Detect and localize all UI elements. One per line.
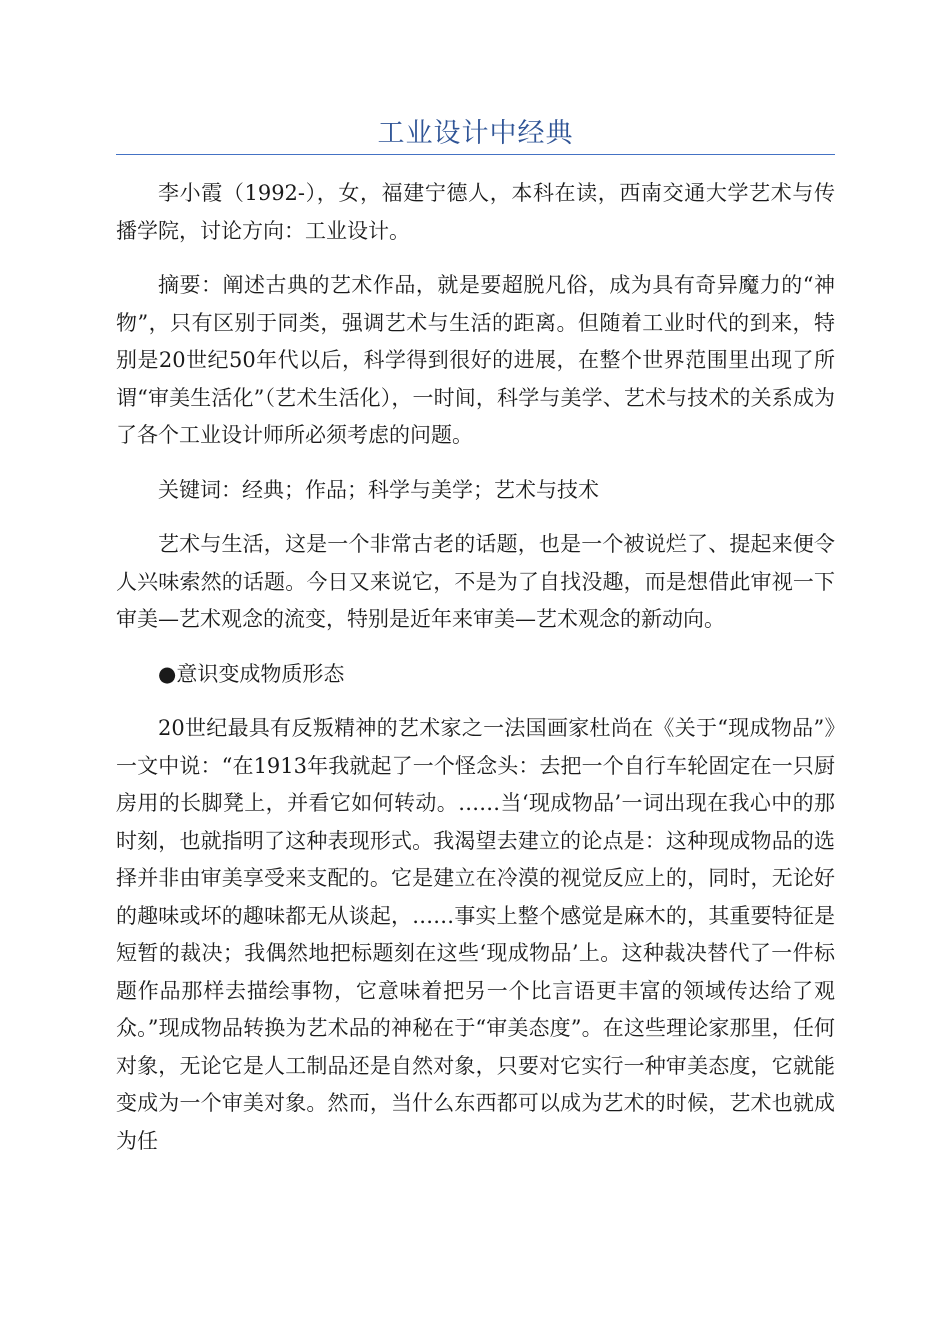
body-paragraph: 20世纪最具有反叛精神的艺术家之一法国画家杜尚在《关于“现成物品”》一文中说：“在1913年我就起了一个怪念头：去把一个自行车轮固定在一只厨房用的长脚凳上，并看它如何转动。……当‘现成物品’一词出现在我心中的那时刻，也就指明了这种表现形式。我渴望去建立的论点是：这种现成物品的选择并非由审美享受来支配的。它是建立在冷漠的视觉反应上的，同时，无论好的趣味或坏的趣味都无从谈起，……事实上整个感觉是麻木的，其重要特征是短暂的裁决；我偶然地把标题刻在这些‘现成物品’上。这种裁决替代了一件标题作品那样去描绘事物，它意味着把另一个比言语更丰富的领域传达给了观众。”现成物品转换为艺术品的神秘在于“审美态度”。在这些理论家那里，任何对象，无论它是人工制品还是自然对象，只要对它实行一种审美态度，它就能变成为一个审美对象。然而，当什么东西都可以成为艺术的时候，艺术也就成为任 xyxy=(116,716,835,1153)
title-underline xyxy=(116,154,835,155)
abstract-paragraph: 摘要：阐述古典的艺术作品，就是要超脱凡俗，成为具有奇异魔力的“神物”，只有区别于同类，强调艺术与生活的距离。但随着工业时代的到来，特别是20世纪50年代以后，科学得到很好的进展，在整个世界范围里出现了所谓“审美生活化”（艺术生活化），一时间，科学与美学、艺术与技术的关系成为了各个工业设计师所必须考虑的问题。 xyxy=(116,273,835,447)
author-bio-paragraph: 李小霞（1992-），女，福建宁德人，本科在读，西南交通大学艺术与传播学院，讨论方向：工业设计。 xyxy=(116,181,835,243)
section-heading: ●意识变成物质形态 xyxy=(158,661,345,686)
intro-paragraph: 艺术与生活，这是一个非常古老的话题，也是一个被说烂了、提起来便令人兴味索然的话题。今日又来说它，不是为了自找没趣，而是想借此审视一下审美—艺术观念的流变，特别是近年来审美—艺术观念的新动向。 xyxy=(116,532,835,631)
document-body xyxy=(116,175,835,1177)
keywords-paragraph: 关键词：经典；作品；科学与美学；艺术与技术 xyxy=(158,477,599,502)
document-title: 工业设计中经典 xyxy=(377,118,574,149)
